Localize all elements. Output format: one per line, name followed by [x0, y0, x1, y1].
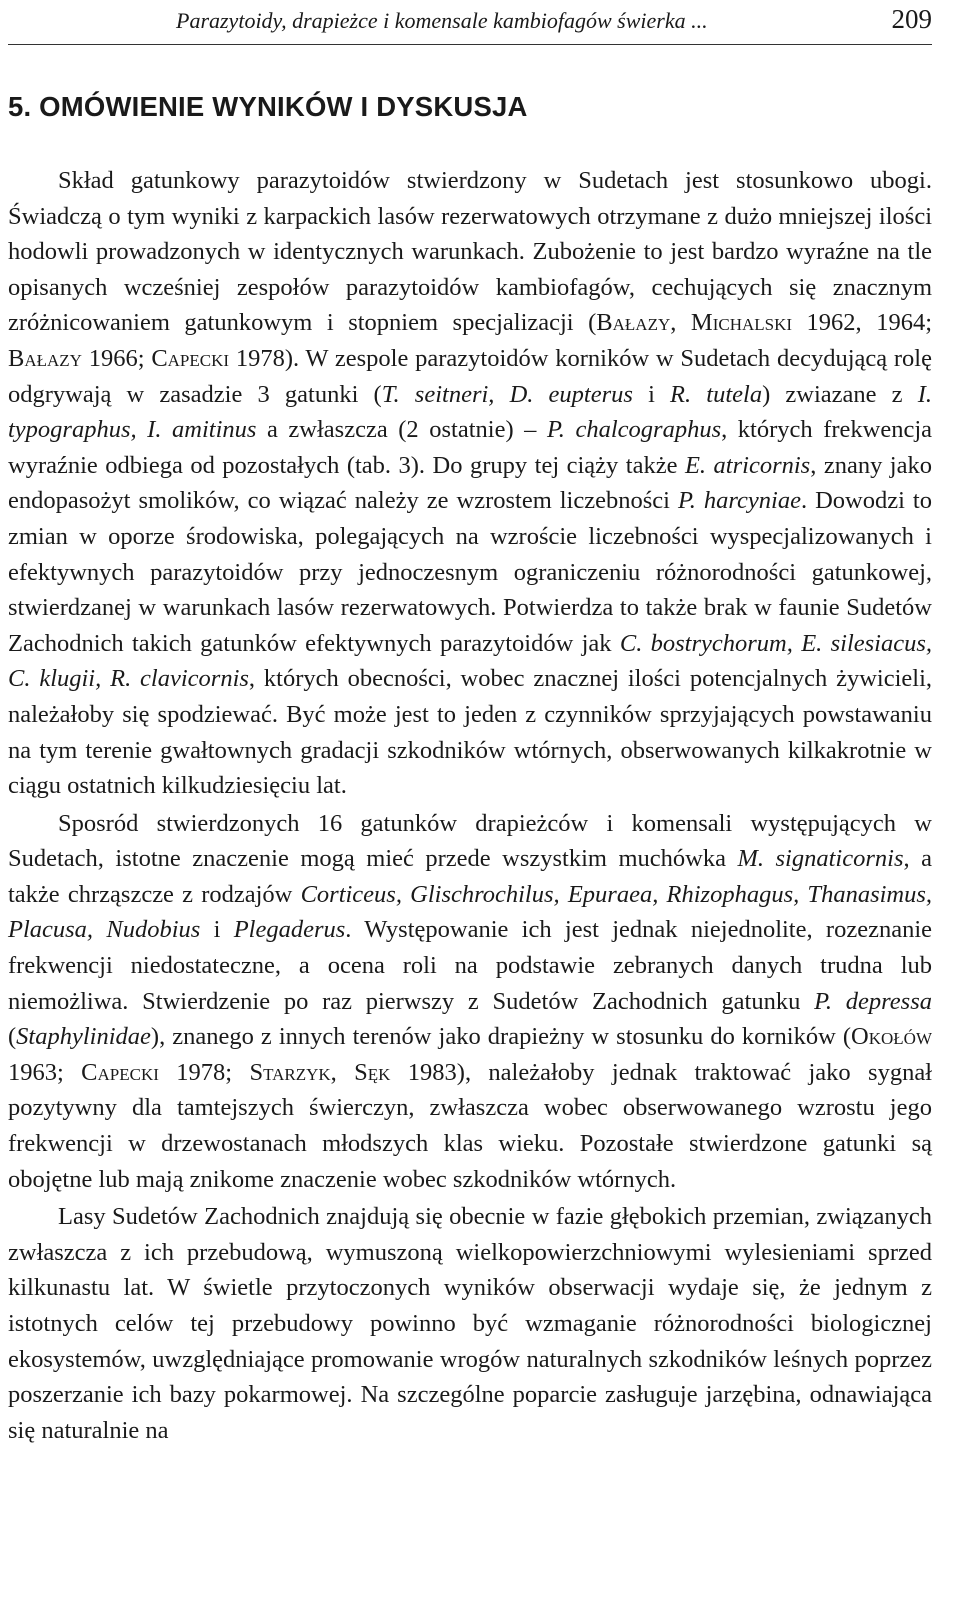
text-run: a zwłaszcza (2 ostatnie) – [256, 416, 547, 444]
text-run: , [670, 309, 691, 337]
text-run: . Występowanie ich jest jednak niejednolite, rozeznanie frekwencji niedostateczne, a ocena roli na podstawie zebranych danych trudna lub niemożliwa. Stwierdzenie po raz pierwszy z Sudetów Zachodnich gatunku [8, 916, 932, 1015]
species-name: Corticeus, Glischrochilus, Epuraea, Rhizophagus, Thanasimus, Placusa, Nudobius [8, 880, 933, 944]
text-run: i [632, 380, 671, 408]
species-name: E. atricornis [684, 451, 811, 479]
species-name: I. typographus, I. amitinus [8, 380, 933, 444]
text-run: 1978; [158, 1058, 250, 1086]
text-run: 1978). W zespole parazytoidów korników w Sudetach decydującą rolę odgrywają w zasadzie 3 gatunki ( [8, 344, 932, 408]
species-name: R. tutela [670, 380, 763, 408]
species-name: Plegaderus [233, 916, 346, 944]
text-run: , których obecności, wobec znacznej ilości potencjalnych żywicieli, należałoby się spodziewać. Być może jest to jeden z czynników sprzyjających powstawaniu na tym terenie gwałtownych gradacji szkodników wtórnych, obserwowanych kilkakrotnie w ciągu ostatnich kilkudziesięciu lat. [8, 665, 933, 800]
text-run: Lasy Sudetów Zachodnich znajdują się obecnie w fazie głębokich przemian, związanych zwłaszcza z ich przebudową, wymuszoną wielkopowierzchniowymi wylesieniami sprzed kilkunastu lat. W świetle przytoczonych wyników obserwacji wydaje się, że jednym z istotnych celów tej przebudowy powinno być wzmaganie różnorodności biologicznej ekosystemów, uwzględniające promowanie wrogów naturalnych szkodników leśnych poprzez poszerzanie ich bazy pokarmowej. Na szczególne poparcie zasługuje jarzębina, odnawiająca się naturalnie na [8, 1203, 932, 1444]
author-citation: Michalski [690, 309, 793, 337]
author-citation: Bałazy [596, 309, 671, 337]
paragraph-predators [8, 806, 932, 1198]
author-citation: Starzyk, Sęk [249, 1058, 391, 1086]
text-run: , a także chrząszcze z rodzajów [8, 845, 932, 908]
author-citation: Capecki [81, 1058, 159, 1086]
text-run: 1983), należałoby jednak traktować jako sygnał pozytywny dla tamtejszych świerczyn, zwłaszcza wobec obserwowanego wzrostu jego frekwencji w drzewostanach młodszych klas wieku. Pozostałe stwierdzone gatunki są obojętne lub mają znikome znaczenie wobec szkodników wtórnych. [8, 1058, 933, 1193]
text-run: , których frekwencja wyraźnie odbiega od pozostałych (tab. 3). Do grupy tej ciąży także [8, 416, 933, 479]
author-citation: Okołów [851, 1023, 932, 1051]
text-run: , znany jako endopasożyt smolików, co wiązać należy ze wzrostem liczebności [8, 451, 932, 515]
text-run: Sposród stwierdzonych 16 gatunków drapieżców i komensali występujących w Sudetach, istotne znaczenie mogą mieć przede wszystkim muchówka [8, 809, 932, 873]
paragraph-forests [8, 1199, 932, 1448]
running-title: Parazytoidy, drapieżce i komensale kambiofagów świerka ... [176, 8, 708, 33]
text-run: . Dowodzi to zmian w oporze środowiska, polegających na wzroście liczebności wyspecjalizowanych i efektywnych parazytoidów przy jednoczesnym ograniczeniu różnorodności gatunkowej, stwierdzanej w warunkach lasów rezerwatowych. Potwierdza to także brak w faunie Sudetów Zachodnich takich gatunków efektywnych parazytoidów jak [8, 487, 932, 657]
species-name: C. bostrychorum, E. silesiacus, C. klugii, R. clavicornis [8, 629, 932, 693]
text-run: ), znanego z innych terenów jako drapieżny w stosunku do korników ( [150, 1023, 852, 1051]
paragraph-parasitoids [8, 163, 932, 804]
text-run: Skład gatunkowy parazytoidów stwierdzony w Sudetach jest stosunkowo ubogi. Świadczą o tym wyniki z karpackich lasów rezerwatowych otrzymane z dużo mniejszej ilości hodowli prowadzonych w identycznych warunkach. Zubożenie to jest bardzo wyraźne na tle opisanych wcześniej zespołów parazytoidów kambiofagów, cechujących się znacznym zróżnicowaniem gatunkowym i stopniem specjalizacji ( [8, 167, 932, 337]
author-citation: Bałazy [8, 344, 82, 372]
text-run: ) zwiazane z [762, 380, 918, 408]
text-run: i [200, 916, 234, 944]
body-text [8, 163, 932, 1448]
running-header [8, 0, 932, 45]
species-name: P. chalcographus [546, 416, 722, 444]
text-run: 1963; [8, 1058, 82, 1086]
text-run: ( [8, 1023, 17, 1051]
species-name: Staphylinidae [16, 1023, 151, 1051]
section-heading: 5. OMÓWIENIE WYNIKÓW I DYSKUSJA [8, 91, 528, 122]
species-name: T. seitneri, D. eupterus [381, 380, 633, 408]
author-citation: Capecki [151, 344, 230, 372]
page-number: 209 [891, 4, 932, 34]
text-run: 1962, 1964; [792, 309, 933, 337]
text-run: 1966; [81, 344, 152, 372]
species-name: P. harcyniae [677, 487, 801, 515]
species-name: M. signaticornis [737, 845, 904, 873]
species-name: P. depressa [814, 987, 932, 1015]
